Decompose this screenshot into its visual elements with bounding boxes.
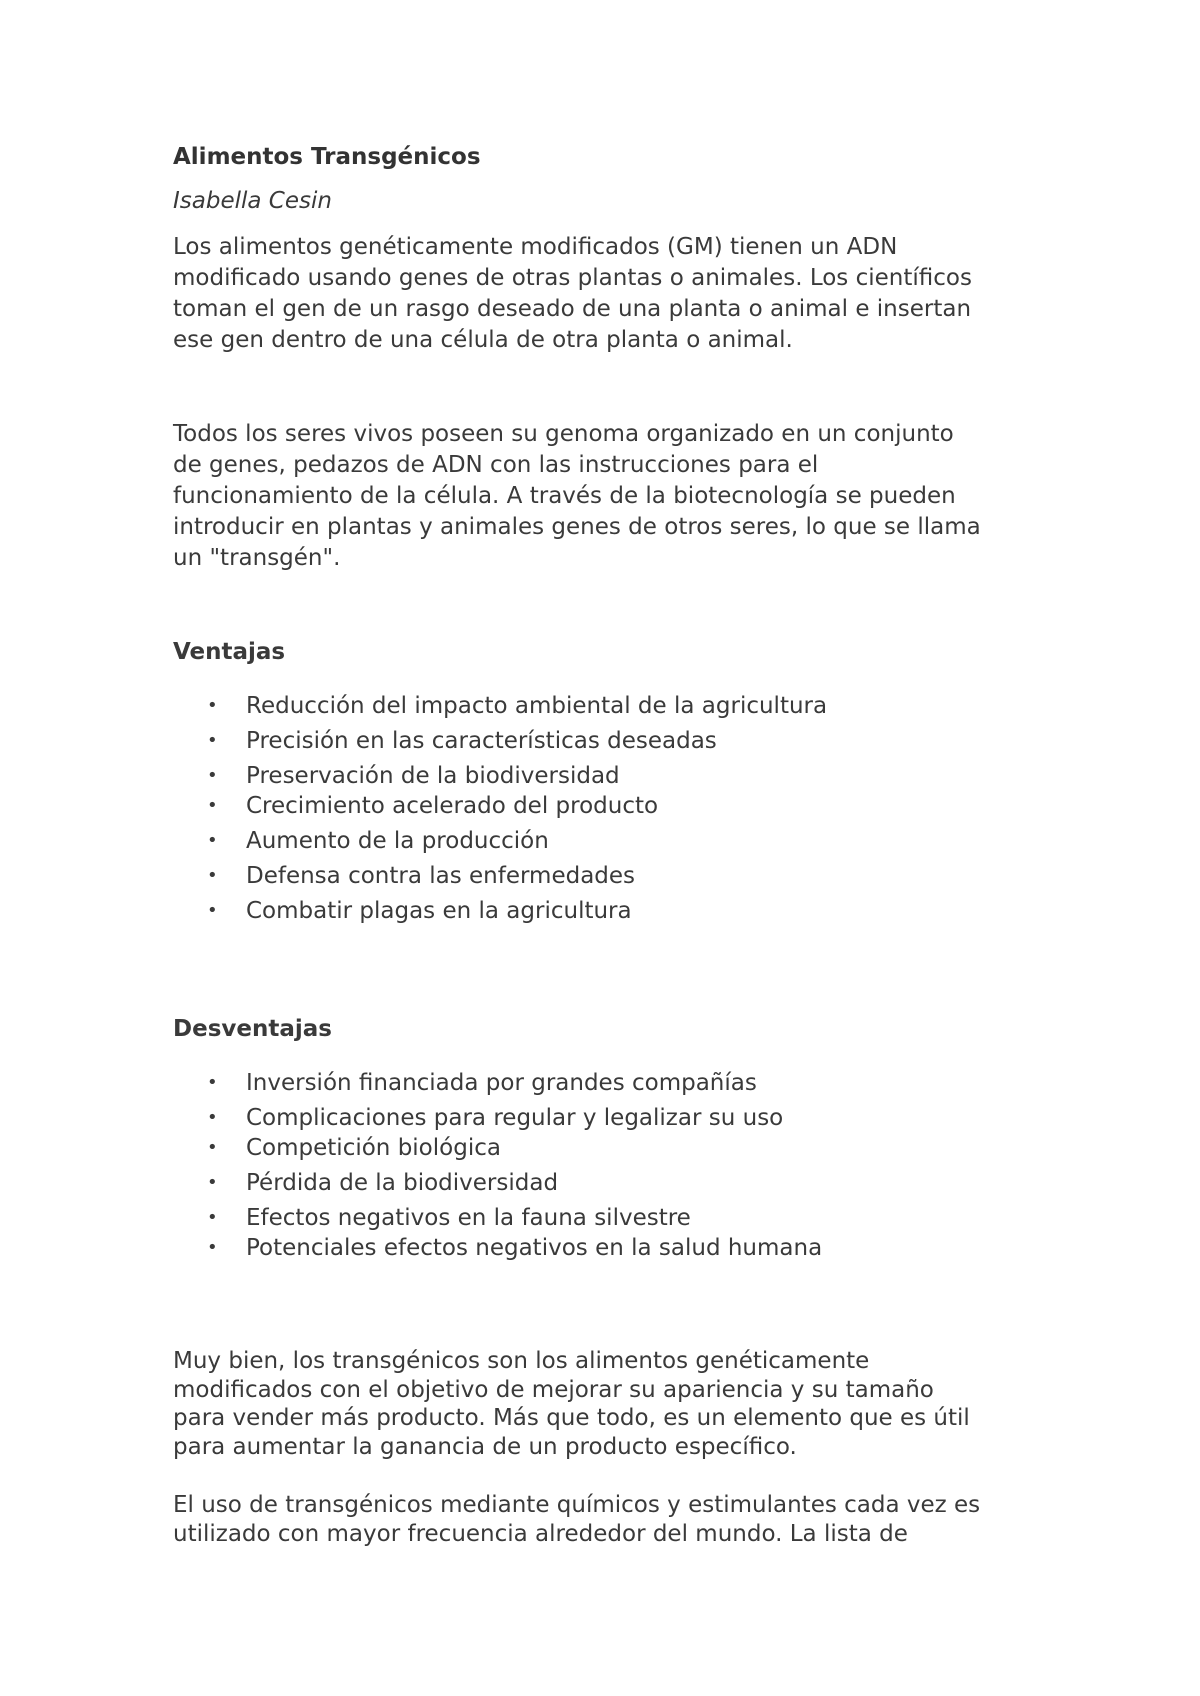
bullet-icon: • [207,730,218,751]
list-item-text: Reducción del impacto ambiental de la agricultura [246,693,828,719]
bullet-icon: • [207,1072,218,1093]
desventajas-list [173,1068,1053,1263]
list-item [173,1168,1053,1198]
list-item-text: Inversión financiada por grandes compañías [246,1070,757,1096]
list-item [173,1103,1053,1133]
bullet-icon: • [207,765,218,786]
bullet-icon: • [207,900,218,921]
list-item [173,826,1053,856]
document-title: Alimentos Transgénicos [173,144,481,170]
list-item-text: Precisión en las características deseadas [246,728,717,754]
list-item [173,726,1053,756]
bullet-icon: • [207,1237,218,1258]
list-item [173,1133,1053,1163]
document-body [173,142,1053,1548]
genome-paragraph: Todos los seres vivos poseen su genoma organizado en un conjunto de genes, pedazos de ADN con las instrucciones para el funcionamiento de la célula. A través de la biotecnología se pueden introducir en plantas y animales genes de otros seres, lo que se llama un "transgén". [173,421,981,571]
list-item-text: Competición biológica [246,1135,501,1161]
document-author: Isabella Cesin [173,188,332,214]
bullet-icon: • [207,1207,218,1228]
desventajas-heading: Desventajas [173,1016,332,1042]
list-item [173,691,1053,721]
bullet-icon: • [207,1107,218,1128]
usage-paragraph: El uso de transgénicos mediante químicos y estimulantes cada vez es utilizado con mayor frecuencia alrededor del mundo. La lista de [173,1492,981,1547]
list-item-text: Aumento de la producción [246,828,549,854]
list-item-text: Pérdida de la biodiversidad [246,1170,559,1196]
list-item-text: Preservación de la biodiversidad [246,763,620,789]
list-item [173,1203,1053,1233]
list-item-text: Combatir plagas en la agricultura [246,898,632,924]
ventajas-list [173,691,1053,926]
bullet-icon: • [207,1172,218,1193]
list-item [173,861,1053,891]
bullet-icon: • [207,795,218,816]
ventajas-heading: Ventajas [173,639,286,665]
list-item-text: Defensa contra las enfermedades [246,863,636,889]
list-item-text: Potenciales efectos negativos en la salud humana [246,1235,823,1261]
list-item [173,1068,1053,1098]
bullet-icon: • [207,830,218,851]
list-item [173,761,1053,791]
bullet-icon: • [207,865,218,886]
list-item-text: Crecimiento acelerado del producto [246,793,659,819]
bullet-icon: • [207,695,218,716]
list-item [173,791,1053,821]
bullet-icon: • [207,1137,218,1158]
list-item-text: Efectos negativos en la fauna silvestre [246,1205,691,1231]
list-item [173,896,1053,926]
intro-paragraph: Los alimentos genéticamente modificados (GM) tienen un ADN modificado usando genes de otras plantas o animales. Los científicos toman el gen de un rasgo deseado de una planta o animal e insertan ese gen dentro de una célula de otra planta o animal. [173,234,972,353]
conclusion-paragraph: Muy bien, los transgénicos son los alimentos genéticamente modificados con el objetivo de mejorar su apariencia y su tamaño para vender más producto. Más que todo, es un elemento que es útil para aumentar la ganancia de un producto específico. [173,1348,970,1460]
list-item-text: Complicaciones para regular y legalizar su uso [246,1105,784,1131]
list-item [173,1233,1053,1263]
